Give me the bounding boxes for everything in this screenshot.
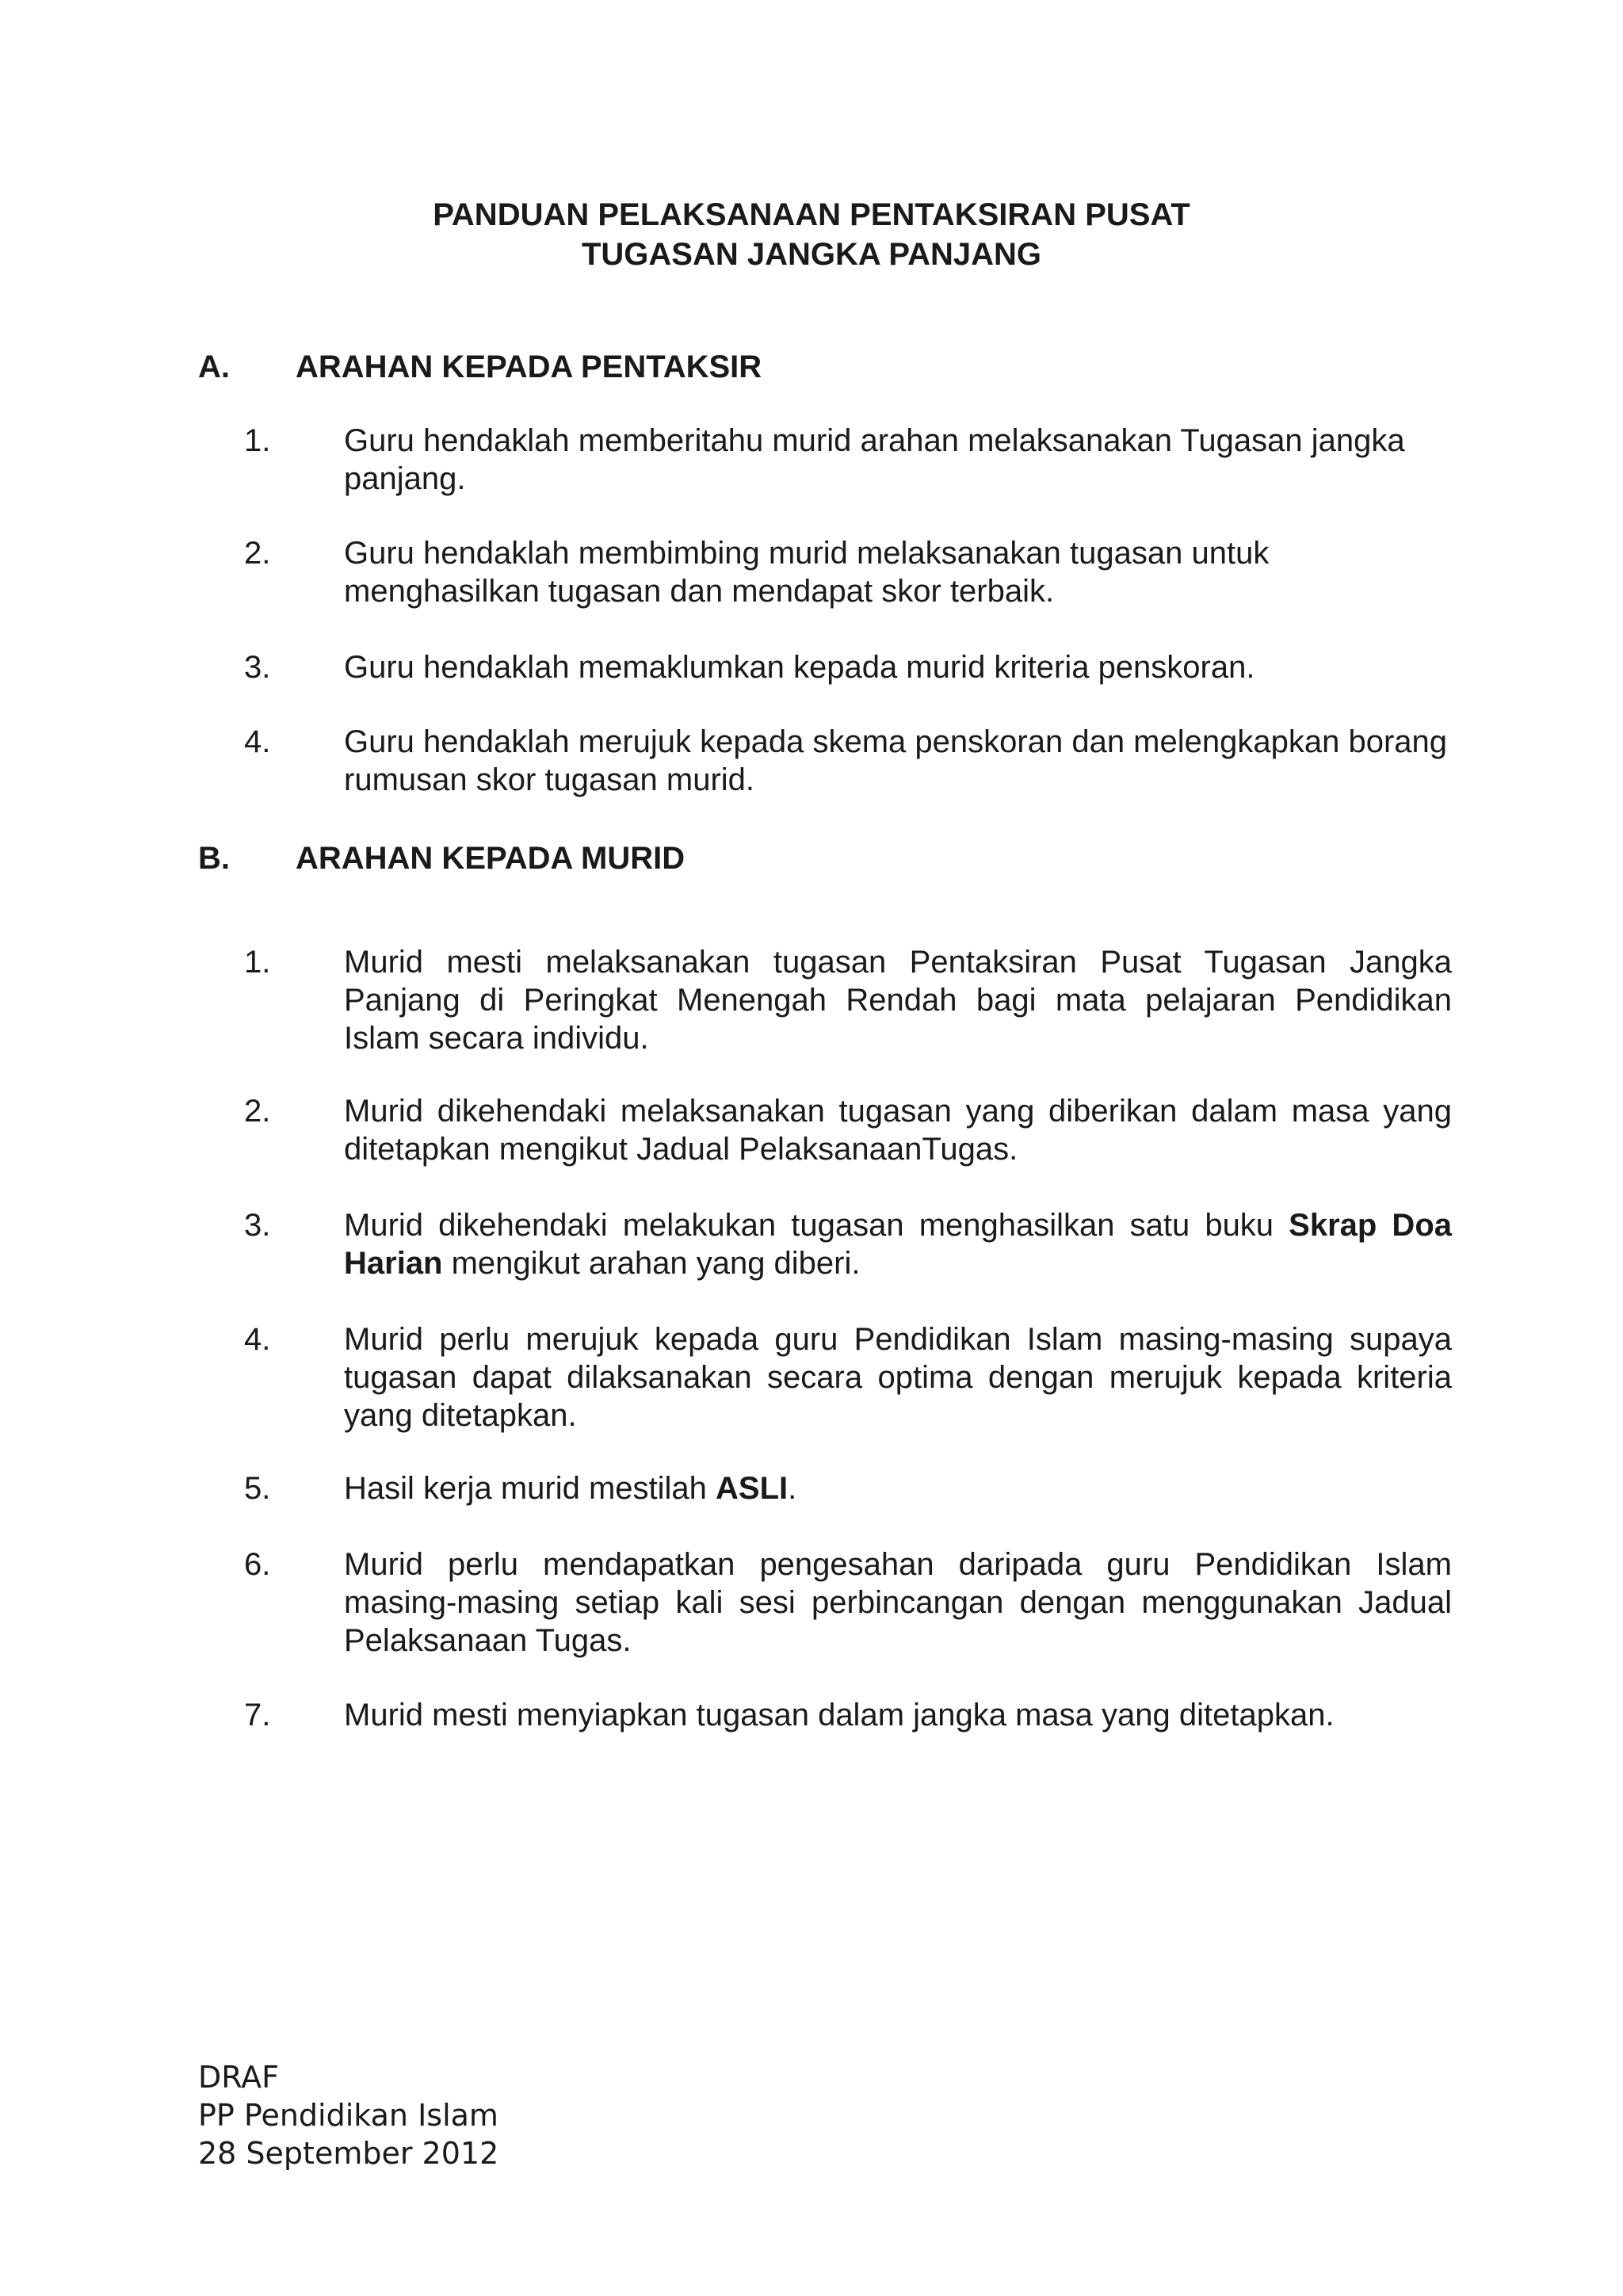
document-title-line-1: PANDUAN PELAKSANAAN PENTAKSIRAN PUSAT (433, 197, 1190, 232)
item-text (344, 1469, 1452, 1507)
item-text-part: mengikut arahan yang diberi. (442, 1246, 861, 1281)
section-b-title: ARAHAN KEPADA MURID (296, 841, 685, 876)
item-number: 1. (244, 423, 271, 458)
item-number: 4. (244, 724, 271, 759)
item-text (344, 1206, 1452, 1282)
item-text-bold: Skrap Doa Harian (344, 1208, 1452, 1281)
item-text: Guru hendaklah memberitahu murid arahan melaksanakan Tugasan jangka panjang. (344, 423, 1405, 496)
item-text: Murid mesti melaksanakan tugasan Pentaksiran Pusat Tugasan Jangka Panjang di Peringkat Menengah Rendah bagi mata pelajaran Pendidikan Islam secara individu. (344, 945, 1452, 1056)
section-b-letter: B. (198, 841, 230, 876)
item-number: 2. (244, 1094, 271, 1129)
item-text: Guru hendaklah memaklumkan kepada murid kriteria penskoran. (344, 650, 1255, 685)
section-a-title: ARAHAN KEPADA PENTAKSIR (296, 350, 762, 384)
item-text: Murid perlu merujuk kepada guru Pendidikan Islam masing-masing supaya tugasan dapat dilaksanakan secara optima dengan merujuk kepada kriteria yang ditetapkan. (344, 1322, 1452, 1433)
item-number: 4. (244, 1322, 271, 1357)
item-number: 7. (244, 1698, 271, 1733)
item-text: Guru hendaklah merujuk kepada skema penskoran dan melengkapkan borang rumusan skor tugasan murid. (344, 724, 1448, 797)
item-number: 3. (244, 1208, 271, 1243)
footer-draft-label: DRAF (198, 2060, 279, 2095)
section-a-letter: A. (198, 350, 230, 384)
item-number: 3. (244, 650, 271, 685)
document-footer (198, 2058, 498, 2172)
item-number: 2. (244, 536, 271, 571)
item-number: 1. (244, 945, 271, 980)
item-text: Murid mesti menyiapkan tugasan dalam jangka masa yang ditetapkan. (344, 1698, 1335, 1733)
item-text-part: Hasil kerja murid mestilah (344, 1471, 716, 1506)
item-text-part: . (788, 1471, 797, 1506)
footer-subject: PP Pendidikan Islam (198, 2098, 498, 2133)
item-number: 5. (244, 1471, 271, 1506)
item-text: Murid dikehendaki melaksanakan tugasan yang diberikan dalam masa yang ditetapkan mengikut Jadual PelaksanaanTugas. (344, 1094, 1452, 1167)
item-text-part: Murid dikehendaki melakukan tugasan menghasilkan satu buku (344, 1208, 1289, 1243)
item-text: Guru hendaklah membimbing murid melaksanakan tugasan untuk menghasilkan tugasan dan mendapat skor terbaik. (344, 536, 1270, 609)
document-title-line-2: TUGASAN JANGKA PANJANG (581, 237, 1042, 272)
item-number: 6. (244, 1547, 271, 1582)
item-text: Murid perlu mendapatkan pengesahan daripada guru Pendidikan Islam masing-masing setiap kali sesi perbincangan dengan menggunakan Jadual Pelaksanaan Tugas. (344, 1547, 1452, 1658)
item-text-bold: ASLI (716, 1471, 789, 1506)
footer-date: 28 September 2012 (198, 2136, 499, 2171)
